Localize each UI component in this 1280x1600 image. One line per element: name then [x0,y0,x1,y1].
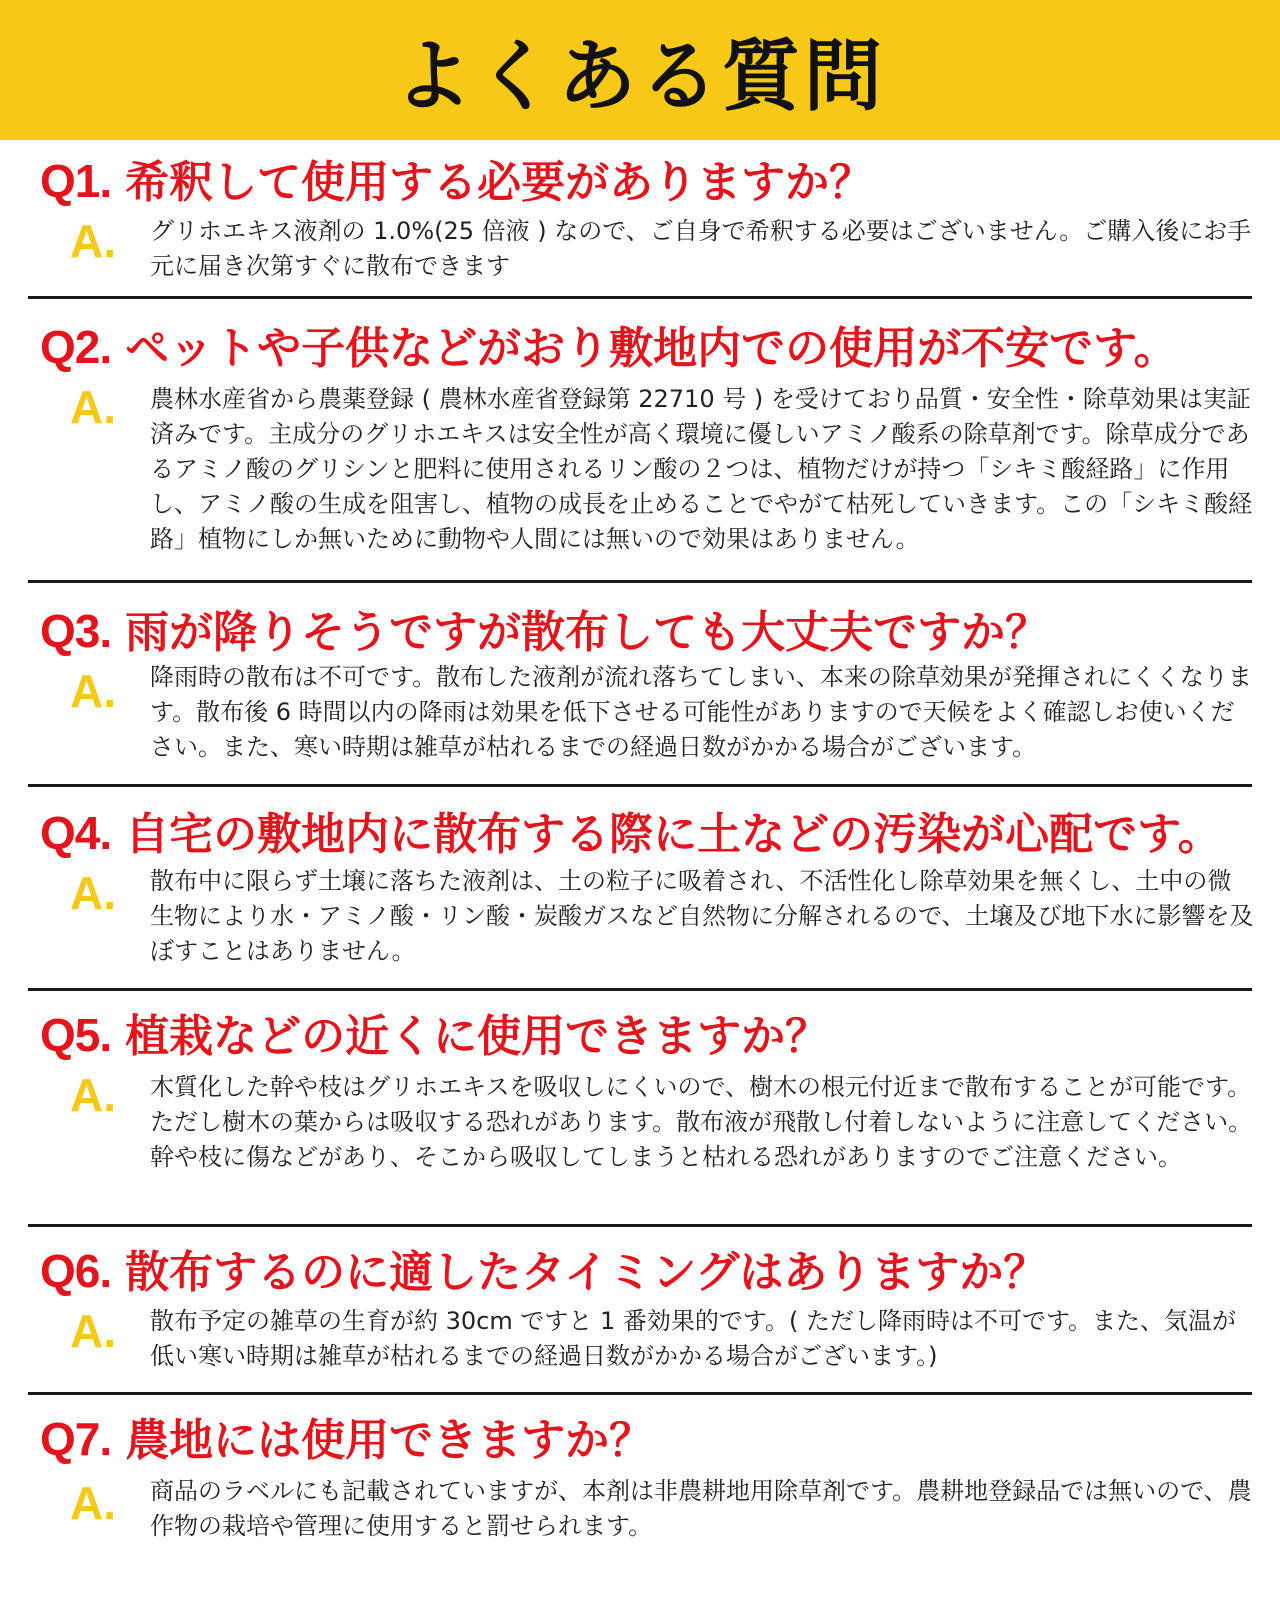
page-title: よくある質問 [393,32,886,122]
faq-question-row [40,1413,654,1466]
faq-question-row [40,807,1222,860]
question-text: 農地には使用できますか？ [125,1415,654,1466]
question-number: Q2. [40,321,112,373]
answer-mark: A. [70,665,116,717]
answer-mark: A. [70,867,116,919]
question-text: 希釈して使用する必要がありますか？ [125,157,874,208]
answer-text: 散布中に限らず土壌に落ちた液剤は、土の粒子に吸着され、不活性化し除草効果を無くし、土中の微生物により水・アミノ酸・リン酸・炭酸ガスなど自然物に分解されるので、土壌及び地下水に影響を及ぼすことはありません。 [150,867,1254,965]
faq-divider [28,580,1252,583]
header-banner [0,0,1280,140]
question-number: Q6. [40,1245,112,1297]
answer-mark: A. [70,1477,116,1529]
question-number: Q5. [40,1009,112,1061]
question-number: Q1. [40,155,112,207]
question-number: Q3. [40,605,112,657]
answer-text: 散布予定の雑草の生育が約 30cm ですと 1 番効果的です。( ただし降雨時は不可です。また、気温が低い寒い時期は雑草が枯れるまでの経過日数がかかる場合がございます。) [150,1307,1237,1370]
answer-text: グリホエキス液剤の 1.0%(25 倍液 ) なので、ご自身で希釈する必要はございません。ご購入後にお手元に届き次第すぐに散布できます [150,217,1252,280]
faq-question-row [40,321,1178,374]
answer-mark: A. [70,1305,116,1357]
faq-divider [28,1224,1252,1227]
question-text: 雨が降りそうですが散布しても大丈夫ですか？ [125,607,1050,658]
question-number: Q7. [40,1413,112,1465]
answer-mark: A. [70,381,116,433]
question-text: 自宅の敷地内に散布する際に土などの汚染が心配です。 [125,809,1222,860]
question-text: 植栽などの近くに使用できますか？ [125,1011,830,1062]
answer-text: 降雨時の散布は不可です。散布した液剤が流れ落ちてしまい、本来の除草効果が発揮されにくくなります。散布後 6 時間以内の降雨は効果を低下させる可能性がありますので天候をよく確認しお使いください。また、寒い時期は雑草が枯れるまでの経過日数がかかる場合がございます。 [150,663,1252,761]
answer-text: 商品のラベルにも記載されていますが、本剤は非農耕地用除草剤です。農耕地登録品では無いので、農作物の栽培や管理に使用すると罰せられます。 [150,1477,1252,1540]
faq-question-row [40,1009,830,1062]
faq-question-row [40,1245,1048,1298]
question-text: 散布するのに適したタイミングはありますか？ [125,1247,1048,1298]
answer-text: 木質化した幹や枝はグリホエキスを吸収しにくいので、樹木の根元付近まで散布することが可能です。ただし樹木の葉からは吸収する恐れがあります。散布液が飛散し付着しないように注意してください。幹や枝に傷などがあり、そこから吸収してしまうと枯れる恐れがありますのでご注意ください。 [150,1073,1253,1171]
faq-divider [28,296,1252,299]
faq-divider [28,1392,1252,1395]
faq-question-row [40,605,1050,658]
faq-divider [28,784,1252,787]
faq-divider [28,988,1252,991]
answer-text: 農林水産省から農薬登録 ( 農林水産省登録第 22710 号 ) を受けており品質・安全性・除草効果は実証済みです。主成分のグリホエキスは安全性が高く環境に優しいアミノ酸系の除草剤です。除草成分であるアミノ酸のグリシンと肥料に使用されるリン酸の２つは、植物だけが持つ「シキミ酸経路」に作用し、アミノ酸の生成を阻害し、植物の成長を止めることでやがて枯死していきます。この「シキミ酸経路」植物にしか無いために動物や人間には無いので効果はありません。 [150,385,1253,553]
question-text: ペットや子供などがおり敷地内での使用が不安です。 [125,323,1178,374]
question-number: Q4. [40,807,112,859]
answer-mark: A. [70,1069,116,1121]
faq-question-row [40,155,874,208]
answer-mark: A. [70,215,116,267]
